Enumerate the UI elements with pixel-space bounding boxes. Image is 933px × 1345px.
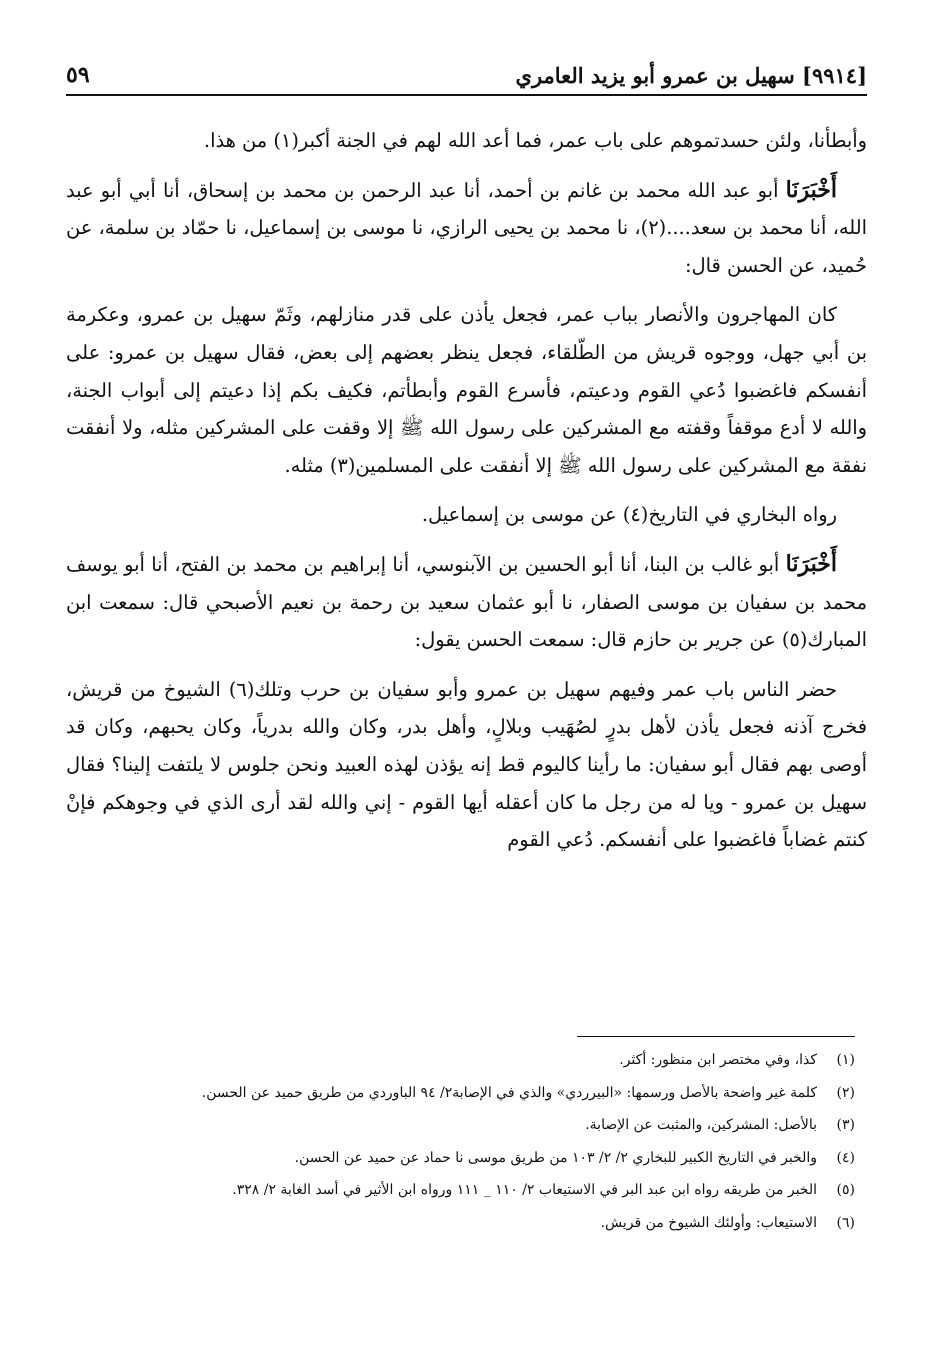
footnotes xyxy=(70,1044,855,1240)
footnote-number: (٤) xyxy=(836,1149,855,1166)
paragraph-text: أبو عبد الله محمد بن غانم بن أحمد، أنا عبد الرحمن بن محمد بن إسحاق، أنا أبي أبو عبد الله، أنا محمد بن سعد....(٢)، نا محمد بن يحيى الرازي، نا موسى بن إسماعيل، نا حمّاد بن سلمة، عن حُميد، عن الحسن قال: xyxy=(66,178,868,277)
isnad-lead-word: أَخْبَرَنَا xyxy=(785,176,837,203)
footnote-number: (١) xyxy=(836,1052,855,1068)
footnote xyxy=(70,1174,855,1207)
footnote-text: بالأصل: المشركين، والمثبت عن الإصابة. xyxy=(585,1117,817,1134)
paragraph-text: أبو غالب بن البنا، أنا أبو الحسين بن الآبنوسي، أنا إبراهيم بن محمد بن الفتح، أنا أبو يوسف محمد بن سفيان بن موسى الصفار، نا أبو عثمان سعيد بن رحمة بن نعيم الأصبحي قال: سمعت ابن المبارك(٥) عن جرير بن حازم قال: سمعت الحسن يقول: xyxy=(66,552,867,652)
paragraph: حضر الناس باب عمر وفيهم سهيل بن عمرو وأبو سفيان بن حرب وتلك(٦) الشيوخ من قريش، فخرج آذنه فجعل يأذن لأهل بدرٍ لصُهَيب وبلالٍ، وأهل بدر، وكان والله بدرياً، وكان يحبهم، وكان قد أوصى بهم فقال أبو سفيان: ما رأينا كاليوم قط إنه يؤذن لهذه العبيد ونحن جلوس لا يلتفت إلينا؟ فقال سهيل بن عمرو - ويا له من رجل ما كان أعقله أيها القوم - إني والله لقد أرى الذي في وجوهكم فإنْ كنتم غضاباً فاغضبوا على أنفسكم. دُعي القوم xyxy=(66,677,867,852)
footnote-number: (٣) xyxy=(836,1117,855,1134)
page-number: ٥٩ xyxy=(66,62,90,88)
paragraph: وأبطأنا، ولئن حسدتموهم على باب عمر، فما أعد الله لهم في الجنة أكبر(١) من هذا. xyxy=(203,129,867,152)
page-header xyxy=(66,58,867,96)
footnote-text: الاستيعاب: وأولئك الشيوخ من قريش. xyxy=(600,1214,817,1231)
footnote-number: (٥) xyxy=(836,1182,855,1199)
paragraph xyxy=(66,546,867,659)
footnote-text: كلمة غير واضحة بالأصل ورسمها: «البيرردي» والذي في الإصابة٢/ ٩٤ الباوردي من طريق حميد عن الحسن. xyxy=(201,1084,817,1101)
footnote-separator xyxy=(577,1036,855,1037)
footnote-text: والخبر في التاريخ الكبير للبخاري ٢/ ٢/ ١٠٣ من طريق موسى نا حماد عن حميد عن الحسن. xyxy=(294,1149,817,1166)
footnote-number: (٦) xyxy=(836,1214,855,1231)
footnote xyxy=(70,1044,855,1077)
paragraph xyxy=(66,172,867,285)
paragraph: كان المهاجرون والأنصار بباب عمر، فجعل يأذن على قدر منازلهم، وثَمّ سهيل بن عمرو، وعكرمة بن أبي جهل، ووجوه قريش من الطّلقاء، فجعل ينظر بعضهم إلى بعض، فقال سهيل بن عمرو: على أنفسكم فاغضبوا دُعي القوم ودعيتم، فأسرع القوم وأبطأتم، فكيف بكم إذا دعيتم إلى أبواب الجنة، والله لا أدع موقفاً وقفته مع المشركين على رسول الله ﷺ إلا وقفت على المشركين مثله، ولا أنفقت نفقة مع المشركين على رسول الله ﷺ إلا أنفقت على المسلمين(٣) مثله. xyxy=(66,303,867,477)
footnote xyxy=(70,1077,855,1110)
footnote xyxy=(70,1142,855,1175)
footnote-text: الخبر من طريقه رواه ابن عبد البر في الاستيعاب ٢/ ١١٠ _ ١١١ ورواه ابن الأثير في أسد الغابة ٢/ ٣٢٨. xyxy=(232,1182,817,1199)
running-head: [٩٩١٤] سهيل بن عمرو أبو يزيد العامري xyxy=(515,63,867,88)
main-text xyxy=(66,122,867,871)
footnote xyxy=(70,1207,855,1240)
paragraph: رواه البخاري في التاريخ(٤) عن موسى بن إسماعيل. xyxy=(421,503,837,527)
isnad-lead-word: أَخْبَرَنَا xyxy=(785,550,837,577)
footnote-number: (٢) xyxy=(836,1084,855,1101)
footnote-text: كذا، وفي مختصر ابن منظور: أكثر. xyxy=(619,1052,817,1068)
footnote xyxy=(70,1109,855,1142)
